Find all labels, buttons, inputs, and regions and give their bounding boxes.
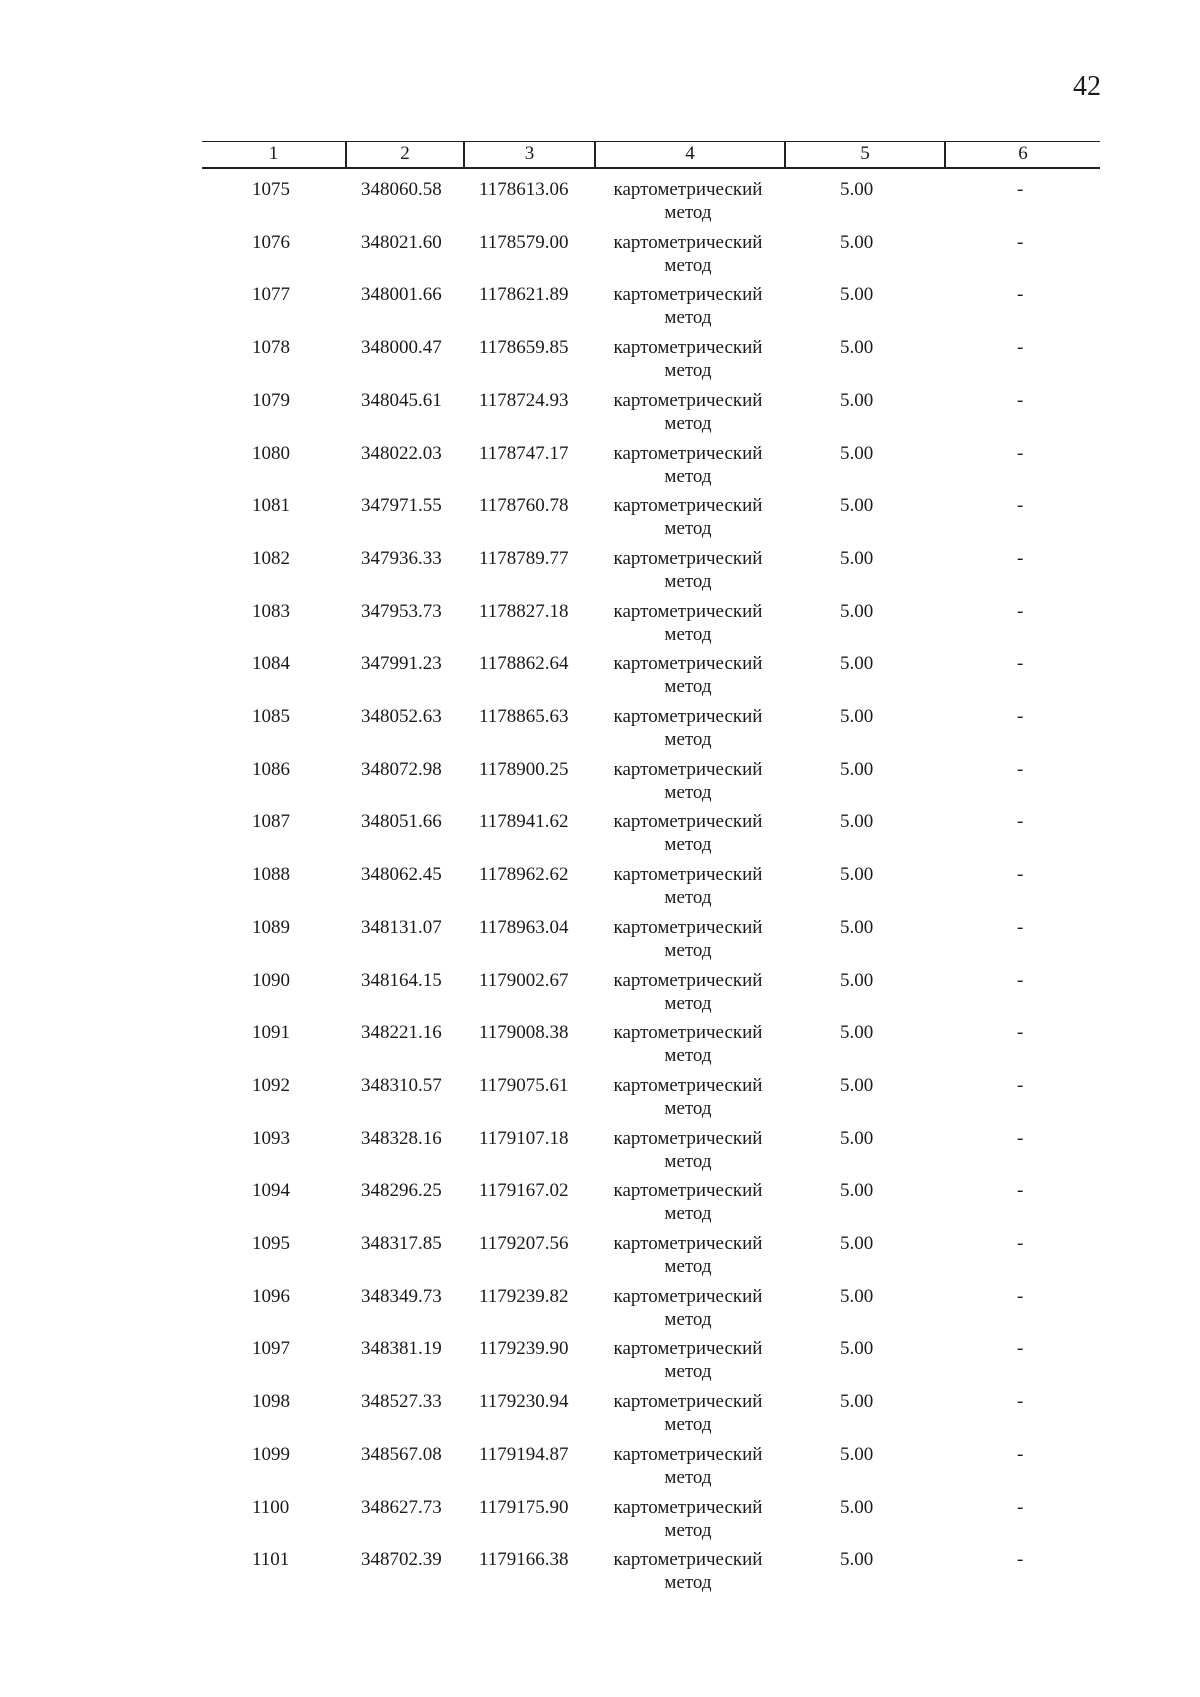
column-header-4: 4 [685, 143, 695, 164]
y-coordinate-cell: 1179002.67 [479, 969, 569, 991]
method-cell: картометрический метод [613, 1443, 763, 1488]
point-number-cell: 1101 [252, 1549, 290, 1571]
method-cell: картометрический метод [613, 811, 763, 856]
table-row [0, 705, 1200, 755]
accuracy-cell: 5.00 [840, 284, 874, 306]
column-header-3: 3 [524, 143, 535, 164]
column-header-5: 5 [860, 143, 870, 164]
x-coordinate-cell: 348164.15 [361, 969, 442, 991]
table-row [0, 916, 1200, 966]
accuracy-cell: 5.00 [840, 1233, 874, 1254]
method-cell: картометрический метод [613, 600, 763, 645]
table-row [0, 336, 1200, 386]
accuracy-cell: 5.00 [840, 1496, 874, 1518]
method-cell: картометрический метод [613, 1074, 763, 1119]
y-coordinate-cell: 1178747.17 [479, 442, 569, 464]
note-cell: - [1017, 1338, 1024, 1360]
note-cell: - [1017, 1022, 1024, 1044]
column-header-2: 2 [400, 143, 410, 164]
y-coordinate-cell: 1179075.61 [479, 1074, 569, 1096]
accuracy-cell: 5.00 [840, 1338, 874, 1360]
y-coordinate-cell: 1178865.63 [479, 706, 569, 727]
note-cell: - [1017, 547, 1024, 569]
y-coordinate-cell: 1179166.38 [479, 1549, 569, 1571]
point-number-cell: 1075 [252, 179, 290, 200]
point-number-cell: 1083 [252, 600, 290, 622]
y-coordinate-cell: 1179239.90 [479, 1338, 569, 1360]
y-coordinate-cell: 1179107.18 [479, 1127, 569, 1149]
method-cell: картометрический метод [613, 864, 763, 909]
y-coordinate-cell: 1179008.38 [479, 1022, 569, 1044]
method-cell: картометрический метод [613, 758, 763, 803]
point-number-cell: 1077 [252, 284, 290, 306]
y-coordinate-cell: 1178827.18 [479, 600, 569, 622]
accuracy-cell: 5.00 [840, 811, 874, 833]
table-row [0, 494, 1200, 544]
table-row [0, 1285, 1200, 1335]
x-coordinate-cell: 348310.57 [361, 1074, 442, 1096]
table-row [0, 1127, 1200, 1177]
note-cell: - [1017, 706, 1024, 727]
y-coordinate-cell: 1179230.94 [479, 1391, 569, 1413]
method-cell: картометрический метод [613, 1233, 763, 1277]
note-cell: - [1017, 389, 1024, 411]
table-row [0, 863, 1200, 913]
note-cell: - [1017, 600, 1024, 622]
accuracy-cell: 5.00 [840, 600, 874, 622]
note-cell: - [1017, 1391, 1024, 1413]
point-number-cell: 1095 [252, 1233, 290, 1254]
y-coordinate-cell: 1178613.06 [479, 179, 569, 200]
note-cell: - [1017, 1443, 1024, 1465]
method-cell: картометрический метод [613, 337, 763, 382]
x-coordinate-cell: 348072.98 [361, 758, 442, 780]
table-row [0, 1548, 1200, 1598]
method-cell: картометрический метод [613, 1391, 763, 1436]
note-cell: - [1017, 179, 1024, 200]
y-coordinate-cell: 1178621.89 [479, 284, 569, 306]
table-row [0, 810, 1200, 860]
point-number-cell: 1076 [252, 231, 290, 253]
table-row [0, 1232, 1200, 1282]
note-cell: - [1017, 653, 1024, 675]
method-cell: картометрический метод [613, 1338, 763, 1383]
y-coordinate-cell: 1178963.04 [479, 916, 569, 938]
accuracy-cell: 5.00 [840, 653, 874, 675]
table-row [0, 758, 1200, 808]
table-row [0, 600, 1200, 650]
note-cell: - [1017, 1180, 1024, 1202]
table-row [0, 1179, 1200, 1229]
accuracy-cell: 5.00 [840, 231, 874, 253]
method-cell: картометрический метод [613, 1180, 763, 1225]
accuracy-cell: 5.00 [840, 864, 874, 886]
accuracy-cell: 5.00 [840, 1180, 874, 1202]
accuracy-cell: 5.00 [840, 706, 874, 727]
note-cell: - [1017, 231, 1024, 253]
x-coordinate-cell: 348052.63 [361, 706, 442, 727]
x-coordinate-cell: 348131.07 [361, 916, 442, 938]
method-cell: картометрический метод [613, 442, 763, 487]
method-cell: картометрический метод [613, 231, 763, 276]
accuracy-cell: 5.00 [840, 1022, 874, 1044]
method-cell: картометрический метод [613, 1496, 763, 1541]
x-coordinate-cell: 348000.47 [361, 337, 442, 359]
x-coordinate-cell: 348022.03 [361, 442, 442, 464]
point-number-cell: 1093 [252, 1127, 290, 1149]
x-coordinate-cell: 348567.08 [361, 1443, 442, 1465]
table-row [0, 1390, 1200, 1440]
y-coordinate-cell: 1179239.82 [479, 1285, 569, 1307]
method-cell: картометрический метод [613, 1127, 763, 1172]
point-number-cell: 1092 [252, 1074, 290, 1096]
method-cell: картометрический метод [613, 284, 763, 329]
y-coordinate-cell: 1178659.85 [479, 337, 569, 359]
y-coordinate-cell: 1179207.56 [479, 1233, 569, 1254]
point-number-cell: 1082 [252, 547, 290, 569]
accuracy-cell: 5.00 [840, 179, 874, 200]
y-coordinate-cell: 1178724.93 [479, 389, 569, 411]
table-row [0, 178, 1200, 228]
accuracy-cell: 5.00 [840, 337, 874, 359]
x-coordinate-cell: 348001.66 [361, 284, 442, 306]
note-cell: - [1017, 1233, 1024, 1254]
table-row [0, 283, 1200, 333]
x-coordinate-cell: 348702.39 [361, 1549, 442, 1571]
table-row [0, 1337, 1200, 1387]
y-coordinate-cell: 1178862.64 [479, 653, 569, 675]
note-cell: - [1017, 1549, 1024, 1571]
accuracy-cell: 5.00 [840, 758, 874, 780]
method-cell: картометрический метод [613, 969, 763, 1014]
method-cell: картометрический метод [613, 495, 763, 540]
table-row [0, 1443, 1200, 1493]
accuracy-cell: 5.00 [840, 1127, 874, 1149]
point-number-cell: 1084 [252, 653, 290, 675]
table-row [0, 1021, 1200, 1071]
y-coordinate-cell: 1178941.62 [479, 811, 569, 833]
method-cell: картометрический метод [613, 706, 763, 750]
x-coordinate-cell: 348021.60 [361, 231, 442, 253]
accuracy-cell: 5.00 [840, 442, 874, 464]
note-cell: - [1017, 495, 1024, 517]
point-number-cell: 1090 [252, 969, 290, 991]
note-cell: - [1017, 1285, 1024, 1307]
table-row [0, 442, 1200, 492]
y-coordinate-cell: 1178789.77 [479, 547, 569, 569]
point-number-cell: 1096 [252, 1285, 290, 1307]
note-cell: - [1017, 1074, 1024, 1096]
x-coordinate-cell: 348060.58 [361, 179, 442, 200]
x-coordinate-cell: 348296.25 [361, 1180, 442, 1202]
accuracy-cell: 5.00 [840, 969, 874, 991]
x-coordinate-cell: 347991.23 [361, 653, 442, 675]
note-cell: - [1017, 916, 1024, 938]
accuracy-cell: 5.00 [840, 495, 874, 517]
x-coordinate-cell: 348317.85 [361, 1233, 442, 1254]
point-number-cell: 1099 [252, 1443, 290, 1465]
x-coordinate-cell: 348328.16 [361, 1127, 442, 1149]
note-cell: - [1017, 864, 1024, 886]
x-coordinate-cell: 348349.73 [361, 1285, 442, 1307]
note-cell: - [1017, 758, 1024, 780]
point-number-cell: 1089 [252, 916, 290, 938]
method-cell: картометрический метод [613, 1549, 763, 1594]
point-number-cell: 1081 [252, 495, 290, 517]
column-header-6: 6 [1018, 143, 1028, 164]
note-cell: - [1017, 969, 1024, 991]
table-header [202, 141, 1100, 169]
point-number-cell: 1079 [252, 389, 290, 411]
method-cell: картометрический метод [613, 653, 763, 698]
table-row [0, 389, 1200, 439]
y-coordinate-cell: 1179167.02 [479, 1180, 569, 1202]
method-cell: картометрический метод [613, 1022, 763, 1067]
point-number-cell: 1097 [252, 1338, 290, 1360]
method-cell: картометрический метод [613, 916, 763, 961]
accuracy-cell: 5.00 [840, 547, 874, 569]
method-cell: картометрический метод [613, 389, 763, 434]
note-cell: - [1017, 284, 1024, 306]
table-row [0, 1496, 1200, 1546]
x-coordinate-cell: 348051.66 [361, 811, 442, 833]
y-coordinate-cell: 1178579.00 [479, 231, 569, 253]
point-number-cell: 1094 [252, 1180, 290, 1202]
point-number-cell: 1080 [252, 442, 290, 464]
point-number-cell: 1086 [252, 758, 290, 780]
table-row [0, 652, 1200, 702]
table-row [0, 231, 1200, 281]
x-coordinate-cell: 348221.16 [361, 1022, 442, 1044]
y-coordinate-cell: 1179194.87 [479, 1443, 569, 1465]
page-number: 42 [1073, 71, 1101, 102]
y-coordinate-cell: 1179175.90 [479, 1496, 569, 1518]
note-cell: - [1017, 1496, 1024, 1518]
x-coordinate-cell: 348627.73 [361, 1496, 442, 1518]
note-cell: - [1017, 1127, 1024, 1149]
x-coordinate-cell: 347953.73 [361, 600, 442, 622]
method-cell: картометрический метод [613, 179, 763, 223]
column-header-1: 1 [268, 143, 279, 164]
x-coordinate-cell: 348062.45 [361, 864, 442, 886]
accuracy-cell: 5.00 [840, 1549, 874, 1571]
point-number-cell: 1087 [252, 811, 290, 833]
table-row [0, 1074, 1200, 1124]
method-cell: картометрический метод [613, 1285, 763, 1330]
method-cell: картометрический метод [613, 547, 763, 592]
x-coordinate-cell: 348527.33 [361, 1391, 442, 1413]
note-cell: - [1017, 442, 1024, 464]
table-row [0, 969, 1200, 1019]
x-coordinate-cell: 347971.55 [361, 495, 442, 517]
accuracy-cell: 5.00 [840, 1074, 874, 1096]
accuracy-cell: 5.00 [840, 916, 874, 938]
y-coordinate-cell: 1178900.25 [479, 758, 569, 780]
x-coordinate-cell: 348045.61 [361, 389, 442, 411]
point-number-cell: 1098 [252, 1391, 290, 1413]
accuracy-cell: 5.00 [840, 1443, 874, 1465]
note-cell: - [1017, 337, 1024, 359]
y-coordinate-cell: 1178962.62 [479, 864, 569, 886]
point-number-cell: 1088 [252, 864, 290, 886]
point-number-cell: 1100 [252, 1496, 290, 1518]
note-cell: - [1017, 811, 1024, 833]
table-row [0, 547, 1200, 597]
y-coordinate-cell: 1178760.78 [479, 495, 569, 517]
accuracy-cell: 5.00 [840, 389, 874, 411]
point-number-cell: 1078 [252, 337, 290, 359]
x-coordinate-cell: 347936.33 [361, 547, 442, 569]
point-number-cell: 1085 [252, 706, 290, 727]
accuracy-cell: 5.00 [840, 1391, 874, 1413]
x-coordinate-cell: 348381.19 [361, 1338, 442, 1360]
point-number-cell: 1091 [252, 1022, 290, 1044]
accuracy-cell: 5.00 [840, 1285, 874, 1307]
